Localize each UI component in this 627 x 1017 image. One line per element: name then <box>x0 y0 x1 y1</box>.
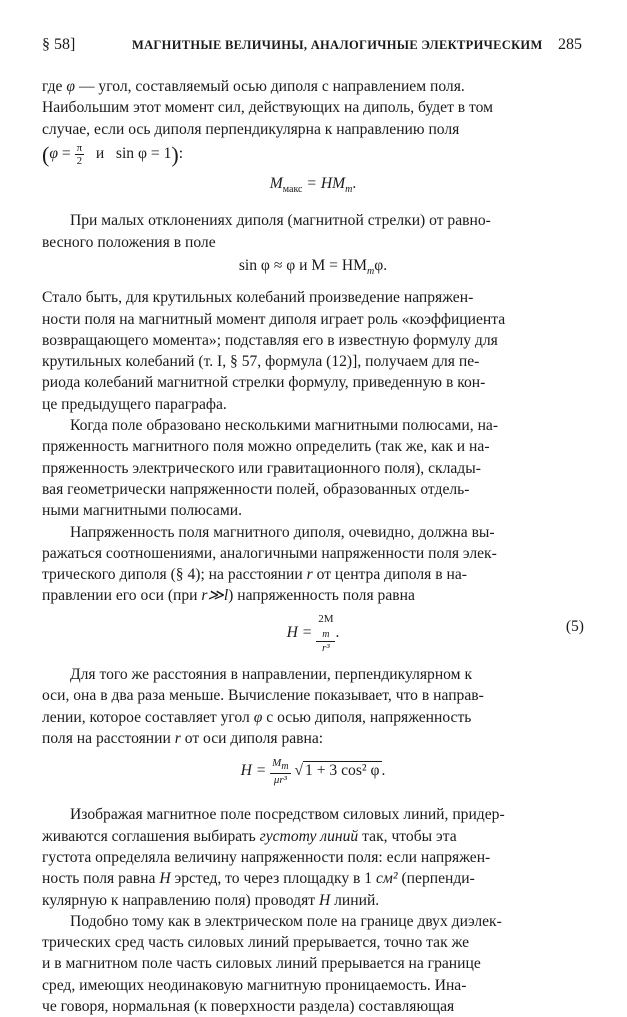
paragraph-4-line: пряженность электрического или гравитационного поля), склады- <box>42 459 481 477</box>
paragraph-1-line-2: Наибольшим этот момент сил, действующих на диполь, будет в том <box>42 99 494 117</box>
paragraph-6-line: Для того же расстояния в направлении, перпендикулярном к <box>70 665 473 683</box>
formula-m-max: $M_{макс} = HM_m$. <box>269 174 357 195</box>
paragraph-3-line: Стало быть, для крутильных колебаний произведение напряжен- <box>42 289 474 307</box>
running-title: МАГНИТНЫЕ ВЕЛИЧИНЫ, АНАЛОГИЧНЫЕ ЭЛЕКТРИЧЕСКИМ <box>132 38 543 52</box>
paragraph-7-line: густота определяла величину напряженности поля: если напряжен- <box>42 848 491 866</box>
paragraph-4-line: пряженность магнитного поля можно определить (так же, как и на- <box>42 438 490 456</box>
paragraph-3-line: возвращающего момента»; подставляя его в известную формулу для <box>42 331 498 349</box>
paragraph-2-line-2: весного положения в поле <box>42 233 216 251</box>
paragraph-1-line-3: случае, если ось диполя перпендикулярна к направлению поля <box>42 120 460 138</box>
paragraph-8-line: трических сред часть силовых линий прерывается, точно так же <box>42 934 470 952</box>
paragraph-5-line: Напряженность поля магнитного диполя, очевидно, должна вы- <box>70 523 495 541</box>
paragraph-3-line: риода колебаний магнитной стрелки формулу, приведенную в кон- <box>42 374 486 392</box>
running-header <box>42 36 582 58</box>
paragraph-5-line: трического диполя (§ 4); на расстоянии r от центра диполя в на- <box>42 566 467 584</box>
paragraph-6-line: поля на расстоянии r от оси диполя равна: <box>42 729 324 747</box>
paragraph-8-line: сред, имеющих неодинаковую магнитную проницаемость. Ина- <box>42 976 467 994</box>
paragraph-1-line-1: где φ — угол, составляемый осью диполя с направлением поля. <box>42 78 465 95</box>
page-number: 285 <box>558 36 582 53</box>
paragraph-3-line: крутильных колебаний (т. I, § 57, формула (12)], получаем для пе- <box>42 353 480 371</box>
paragraph-8-line: и в магнитном поле часть силовых линий прерывается на границе <box>42 955 481 973</box>
paragraph-7-line: ность поля равна H эрстед, то через площадку в 1 см² (перпенди- <box>42 870 475 888</box>
paragraph-4-line: вая геометрически напряженности полей, образованных отдель- <box>42 480 470 498</box>
pi-over-two-fraction: $\frac{\pi}{2}$ <box>76 141 83 167</box>
paragraph-3-line: це предыдущего параграфа. <box>42 395 227 413</box>
paragraph-2-line-1: При малых отклонениях диполя (магнитной стрелки) от равно- <box>70 212 491 230</box>
paragraph-5-line: правлении его оси (при r≫l) напряженность поля равна <box>42 587 415 605</box>
paragraph-8 <box>42 911 584 1017</box>
paragraph-5-line: ражаться соотношениями, аналогичными напряженности поля элек- <box>42 544 497 562</box>
section-number: § 58] <box>42 36 76 53</box>
paragraph-3-line: ности поля на магнитный момент диполя играет роль «коэффициента <box>42 310 506 328</box>
fraction-2m-over-r3: 2M $_m$ r³ <box>318 612 334 654</box>
paragraph-7 <box>42 804 584 910</box>
paragraph-7-line: Изображая магнитное поле посредством силовых линий, придер- <box>70 806 505 824</box>
fraction-m-over-mu-r3: $\frac{M_m}{\text{μr³}}$ <box>272 757 289 787</box>
formula-perpendicular-field: H = $\frac{M_m}{\text{μr³}}$ √ 1 + 3 cos² φ . <box>240 757 386 787</box>
formula-small-angle: sin φ ≈ φ и $M = HM_m\varphi$. <box>238 256 388 277</box>
paragraph-8-line: че говоря, нормальная (к поверхности раздела) составляющая <box>42 997 455 1015</box>
paragraph-6 <box>42 664 584 749</box>
paragraph-1-condition: (φ = $\frac{\pi}{2}$ и sin φ = 1): <box>42 141 184 167</box>
paragraph-4-line: ными магнитными полюсами. <box>42 502 242 520</box>
page-body <box>42 76 584 1017</box>
equation-number: (5) <box>565 617 584 635</box>
paragraph-7-line: кулярную к направлению поля) проводят H линий. <box>42 891 380 909</box>
paragraph-8-line: Подобно тому как в электрическом поле на границе двух диэлек- <box>70 912 502 930</box>
paragraph-3 <box>42 287 584 415</box>
paragraph-6-line: лении, которое составляет угол φ с осью диполя, напряженность <box>42 708 472 726</box>
paragraph-4 <box>42 415 584 521</box>
paragraph-5 <box>42 522 584 607</box>
formula-5: H = 2M $_m$ r³ . (5) <box>286 612 584 654</box>
paragraph-6-line: оси, она в два раза меньше. Вычисление показывает, что в направ- <box>42 687 484 705</box>
paragraph-7-line: живаются соглашения выбирать густоту линий так, чтобы эта <box>42 827 457 845</box>
paragraph-4-line: Когда поле образовано несколькими магнитными полюсами, на- <box>70 417 499 435</box>
